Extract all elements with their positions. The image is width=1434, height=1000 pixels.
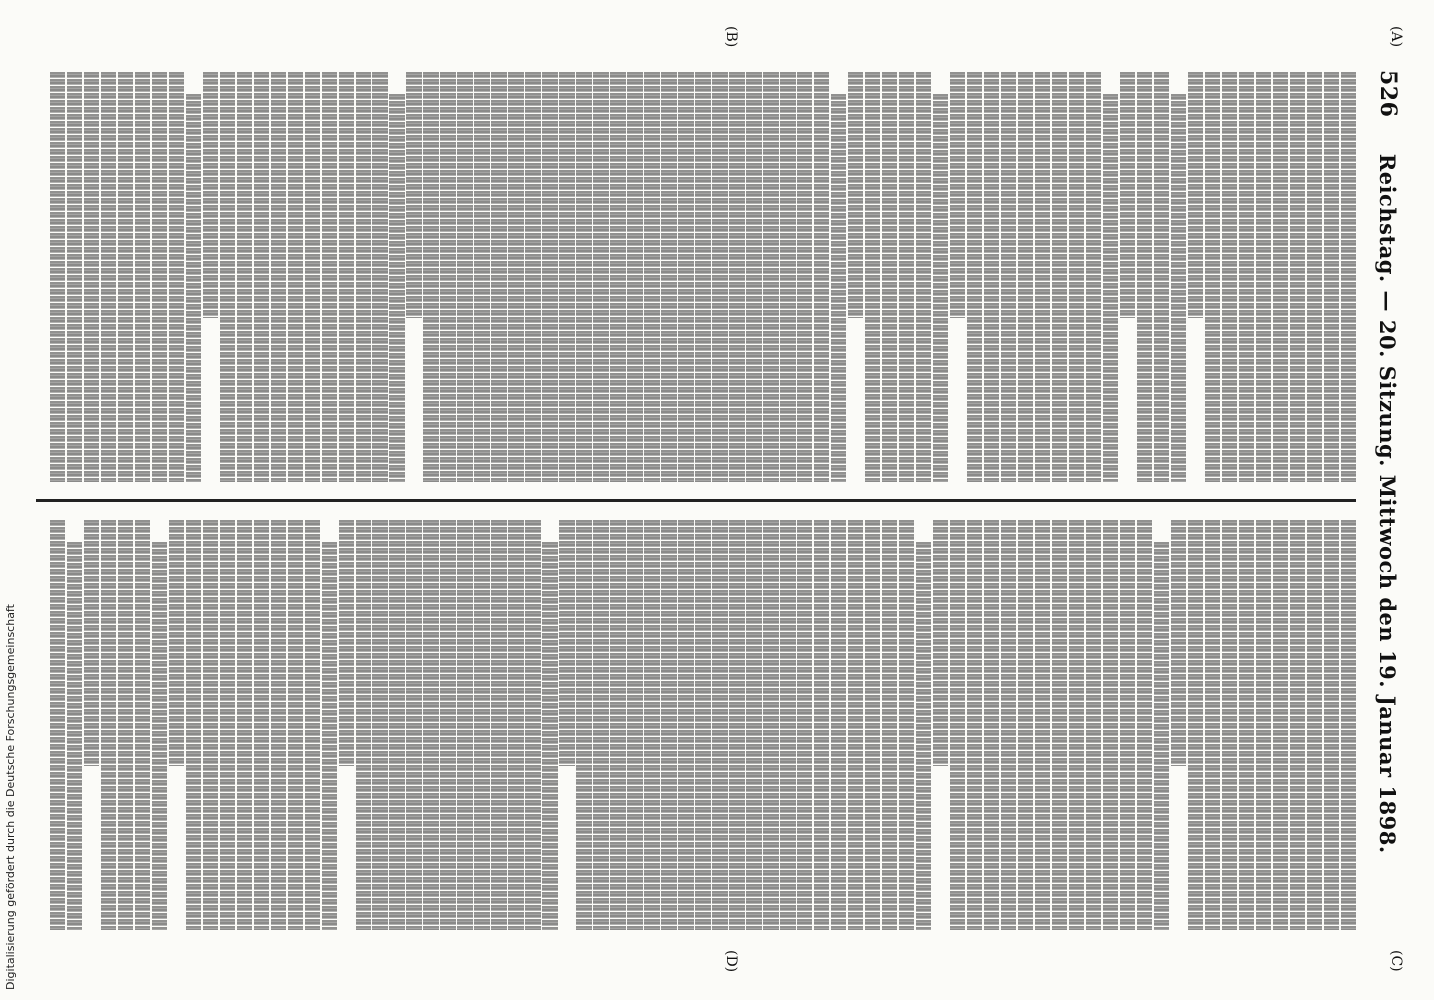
text-line [1171, 520, 1186, 766]
text-line [831, 520, 846, 930]
text-line [729, 72, 744, 482]
text-line [254, 520, 269, 930]
text-line [1001, 520, 1016, 930]
text-line [1086, 72, 1101, 482]
text-line [203, 520, 218, 930]
text-line [1341, 72, 1356, 482]
text-line [423, 520, 438, 930]
digitization-credit: Digitalisierung gefördert durch die Deutsche Forschungsgemeinschaft [4, 604, 17, 990]
text-line [339, 520, 354, 766]
text-line [661, 72, 676, 482]
text-line [389, 520, 404, 930]
page-header [1366, 70, 1410, 930]
text-line [152, 542, 167, 930]
text-line [1290, 72, 1305, 482]
text-line [271, 520, 286, 930]
text-line [848, 72, 863, 318]
page-number: 526 [1375, 70, 1401, 118]
text-line [576, 520, 591, 930]
margin-marker-c: (C) [1388, 950, 1404, 972]
text-line [1018, 520, 1033, 930]
text-line [474, 72, 489, 482]
text-line [1256, 72, 1271, 482]
text-line [1052, 72, 1067, 482]
text-line [542, 542, 557, 930]
text-line [169, 72, 184, 482]
text-line [1035, 520, 1050, 930]
text-line [967, 72, 982, 482]
text-line [1290, 520, 1305, 930]
text-line [67, 72, 82, 482]
text-line [457, 72, 472, 482]
text-line [356, 520, 371, 930]
text-line [610, 520, 625, 930]
text-line [135, 72, 150, 482]
text-line [186, 520, 201, 930]
text-line [1188, 520, 1203, 930]
text-line [373, 72, 388, 482]
text-line [84, 520, 99, 766]
text-line [373, 520, 388, 930]
text-line [135, 520, 150, 930]
text-line [169, 520, 184, 766]
margin-marker-d: (D) [723, 950, 739, 973]
text-line [1120, 520, 1135, 930]
text-line [440, 72, 455, 482]
text-line [1137, 72, 1152, 482]
text-line [848, 520, 863, 930]
text-line [1341, 520, 1356, 930]
text-line [67, 542, 82, 930]
text-line [322, 72, 337, 482]
text-line [984, 72, 999, 482]
text-line [814, 72, 829, 482]
text-line [525, 520, 540, 930]
text-line [593, 72, 608, 482]
text-line [831, 94, 846, 482]
text-line [1154, 542, 1169, 930]
text-line [542, 72, 557, 482]
text-line [220, 520, 235, 930]
text-line [84, 72, 99, 482]
text-line [576, 72, 591, 482]
text-line [1103, 520, 1118, 930]
text-line [695, 520, 710, 930]
text-line [967, 520, 982, 930]
text-line [389, 94, 404, 482]
text-line [1171, 94, 1186, 482]
text-line [423, 72, 438, 482]
text-line [237, 520, 252, 930]
text-line [1256, 520, 1271, 930]
text-line [118, 520, 133, 930]
text-line [712, 520, 727, 930]
text-line [865, 72, 880, 482]
text-line [491, 72, 506, 482]
text-line [203, 72, 218, 318]
text-line [814, 520, 829, 930]
text-line [933, 520, 948, 766]
text-line [1069, 72, 1084, 482]
text-line [1086, 520, 1101, 930]
text-line [1205, 520, 1220, 930]
text-line [916, 72, 931, 482]
text-line [1273, 520, 1288, 930]
text-line [1307, 520, 1322, 930]
text-line [1324, 72, 1339, 482]
text-line [559, 520, 574, 766]
text-line [356, 72, 371, 482]
text-line [406, 72, 421, 318]
text-line [322, 542, 337, 930]
text-line [644, 72, 659, 482]
text-line [1307, 72, 1322, 482]
text-line [491, 520, 506, 930]
text-line [712, 72, 727, 482]
text-line [593, 520, 608, 930]
text-line [661, 520, 676, 930]
text-line [1137, 520, 1152, 930]
text-line [780, 72, 795, 482]
text-line [186, 94, 201, 482]
column-divider [36, 499, 1356, 502]
text-line [406, 520, 421, 930]
margin-marker-b: (B) [723, 26, 739, 48]
text-line [305, 72, 320, 482]
text-line [152, 72, 167, 482]
text-line [271, 72, 286, 482]
text-line [508, 72, 523, 482]
text-line [559, 72, 574, 482]
text-line [933, 94, 948, 482]
text-line [763, 72, 778, 482]
text-line [678, 520, 693, 930]
text-line [899, 520, 914, 930]
text-line [1120, 72, 1135, 318]
text-line [627, 520, 642, 930]
text-line [746, 520, 761, 930]
text-line [1188, 72, 1203, 318]
text-line [1052, 520, 1067, 930]
text-line [1239, 520, 1254, 930]
text-line [610, 72, 625, 482]
text-line [1069, 520, 1084, 930]
text-line [254, 72, 269, 482]
text-line [695, 72, 710, 482]
text-line [101, 72, 116, 482]
text-line [797, 72, 812, 482]
text-line [288, 72, 303, 482]
text-line [118, 72, 133, 482]
text-line [50, 520, 65, 930]
text-line [457, 520, 472, 930]
text-line [1035, 72, 1050, 482]
text-line [474, 520, 489, 930]
text-line [1324, 520, 1339, 930]
text-line [339, 72, 354, 482]
text-line [916, 542, 931, 930]
text-line [220, 72, 235, 482]
text-line [508, 520, 523, 930]
text-column-right [36, 520, 1356, 930]
text-line [288, 520, 303, 930]
text-line [440, 520, 455, 930]
text-line [797, 520, 812, 930]
text-line [678, 72, 693, 482]
text-line [882, 72, 897, 482]
text-line [865, 520, 880, 930]
text-line [101, 520, 116, 930]
text-line [780, 520, 795, 930]
text-line [899, 72, 914, 482]
text-line [1222, 520, 1237, 930]
text-line [882, 520, 897, 930]
text-line [237, 72, 252, 482]
text-line [1154, 72, 1169, 482]
text-line [627, 72, 642, 482]
text-line [1001, 72, 1016, 482]
text-line [984, 520, 999, 930]
text-line [525, 72, 540, 482]
text-line [305, 520, 320, 930]
text-line [763, 520, 778, 930]
text-line [1239, 72, 1254, 482]
margin-marker-a: (A) [1388, 26, 1404, 48]
text-line [729, 520, 744, 930]
text-column-left [36, 72, 1356, 482]
page-title: Reichstag. — 20. Sitzung. Mittwoch den 19. Januar 1898. [1375, 153, 1401, 854]
text-line [746, 72, 761, 482]
text-line [950, 72, 965, 318]
text-line [1205, 72, 1220, 482]
text-line [1103, 94, 1118, 482]
text-line [1273, 72, 1288, 482]
text-line [1018, 72, 1033, 482]
text-line [950, 520, 965, 930]
text-line [1222, 72, 1237, 482]
text-line [50, 72, 65, 482]
text-line [644, 520, 659, 930]
